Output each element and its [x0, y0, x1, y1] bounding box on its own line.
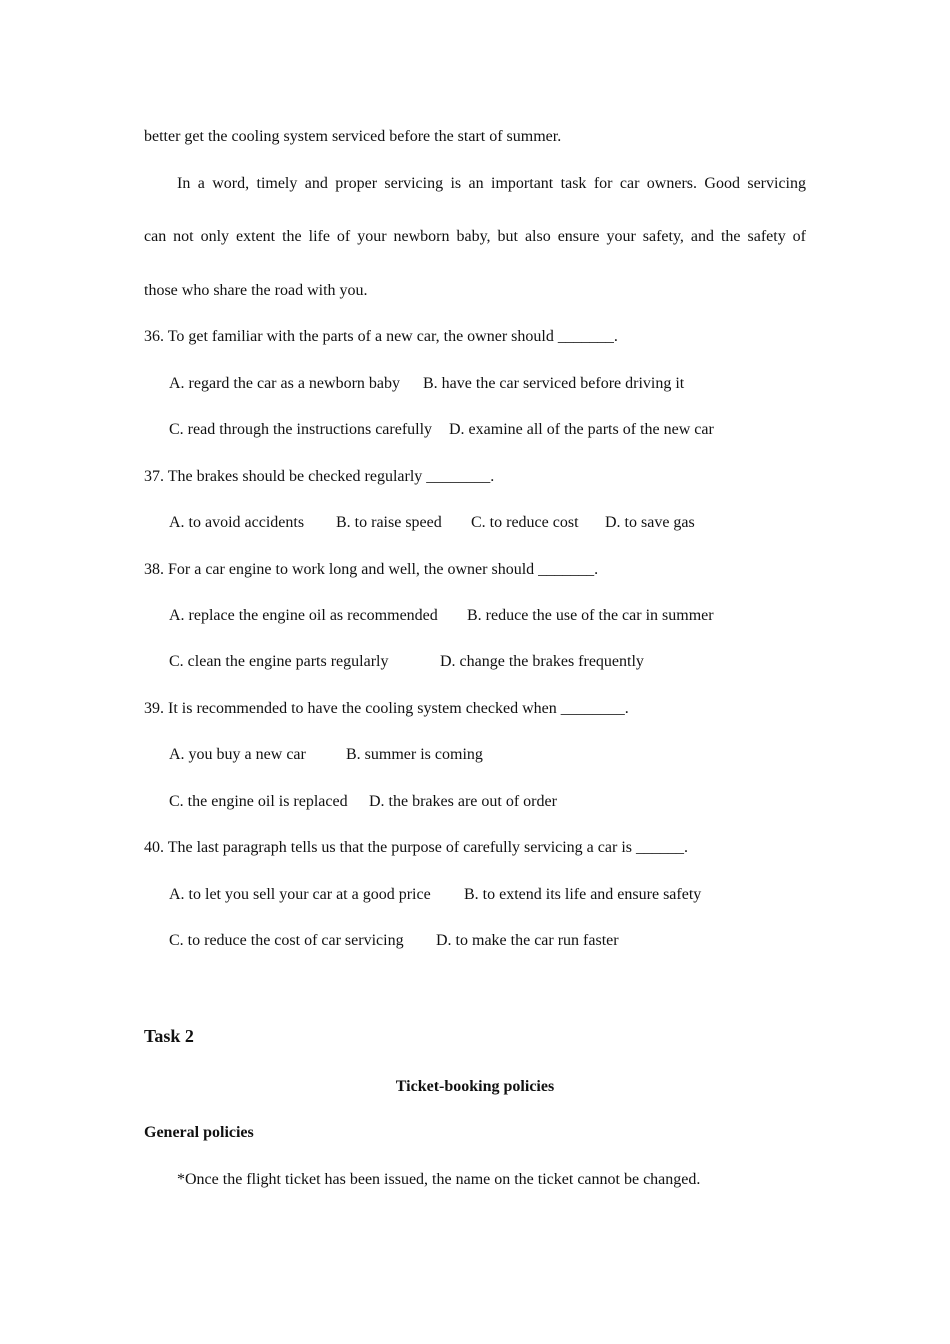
option-a: A. regard the car as a newborn baby: [169, 375, 401, 392]
option-b: B. to raise speed: [336, 514, 442, 531]
option-d: D. examine all of the parts of the new car: [449, 421, 714, 438]
question-stem: 37. The brakes should be checked regularly ________.: [144, 468, 495, 485]
section-title: Ticket-booking policies: [395, 1078, 555, 1095]
option-a: A. to avoid accidents: [169, 514, 305, 531]
option-a: A. replace the engine oil as recommended: [169, 607, 438, 624]
option-d: D. change the brakes frequently: [440, 653, 644, 670]
passage-line: better get the cooling system serviced before the start of summer.: [144, 128, 562, 145]
subsection-heading: General policies: [144, 1124, 254, 1141]
option-b: B. reduce the use of the car in summer: [467, 607, 714, 624]
question-stem: 39. It is recommended to have the cooling system checked when ________.: [144, 700, 629, 717]
policy-text: *Once the flight ticket has been issued, the name on the ticket cannot be changed.: [177, 1171, 701, 1188]
option-c: C. to reduce cost: [471, 514, 579, 531]
option-b: B. summer is coming: [346, 746, 483, 763]
question-stem: 38. For a car engine to work long and well, the owner should _______.: [144, 561, 599, 578]
option-b: B. to extend its life and ensure safety: [464, 886, 702, 903]
question-stem: 36. To get familiar with the parts of a new car, the owner should _______.: [144, 328, 618, 345]
option-c: C. read through the instructions carefully: [169, 421, 433, 438]
task-heading: Task 2: [144, 1026, 194, 1046]
option-d: D. the brakes are out of order: [369, 793, 557, 810]
option-d: D. to save gas: [605, 514, 695, 531]
passage-line: In a word, timely and proper servicing is an important task for car owners. Good servicing: [177, 175, 806, 192]
option-c: C. to reduce the cost of car servicing: [169, 932, 404, 949]
option-c: C. the engine oil is replaced: [169, 793, 348, 810]
option-c: C. clean the engine parts regularly: [169, 653, 389, 670]
passage-line: can not only extent the life of your newborn baby, but also ensure your safety, and the safety of: [144, 228, 806, 245]
option-a: A. to let you sell your car at a good price: [169, 886, 431, 903]
question-stem: 40. The last paragraph tells us that the purpose of carefully servicing a car is ______.: [144, 839, 688, 856]
option-a: A. you buy a new car: [169, 746, 306, 763]
option-d: D. to make the car run faster: [436, 932, 619, 949]
option-b: B. have the car serviced before driving it: [423, 375, 685, 392]
passage-line: those who share the road with you.: [144, 282, 368, 299]
